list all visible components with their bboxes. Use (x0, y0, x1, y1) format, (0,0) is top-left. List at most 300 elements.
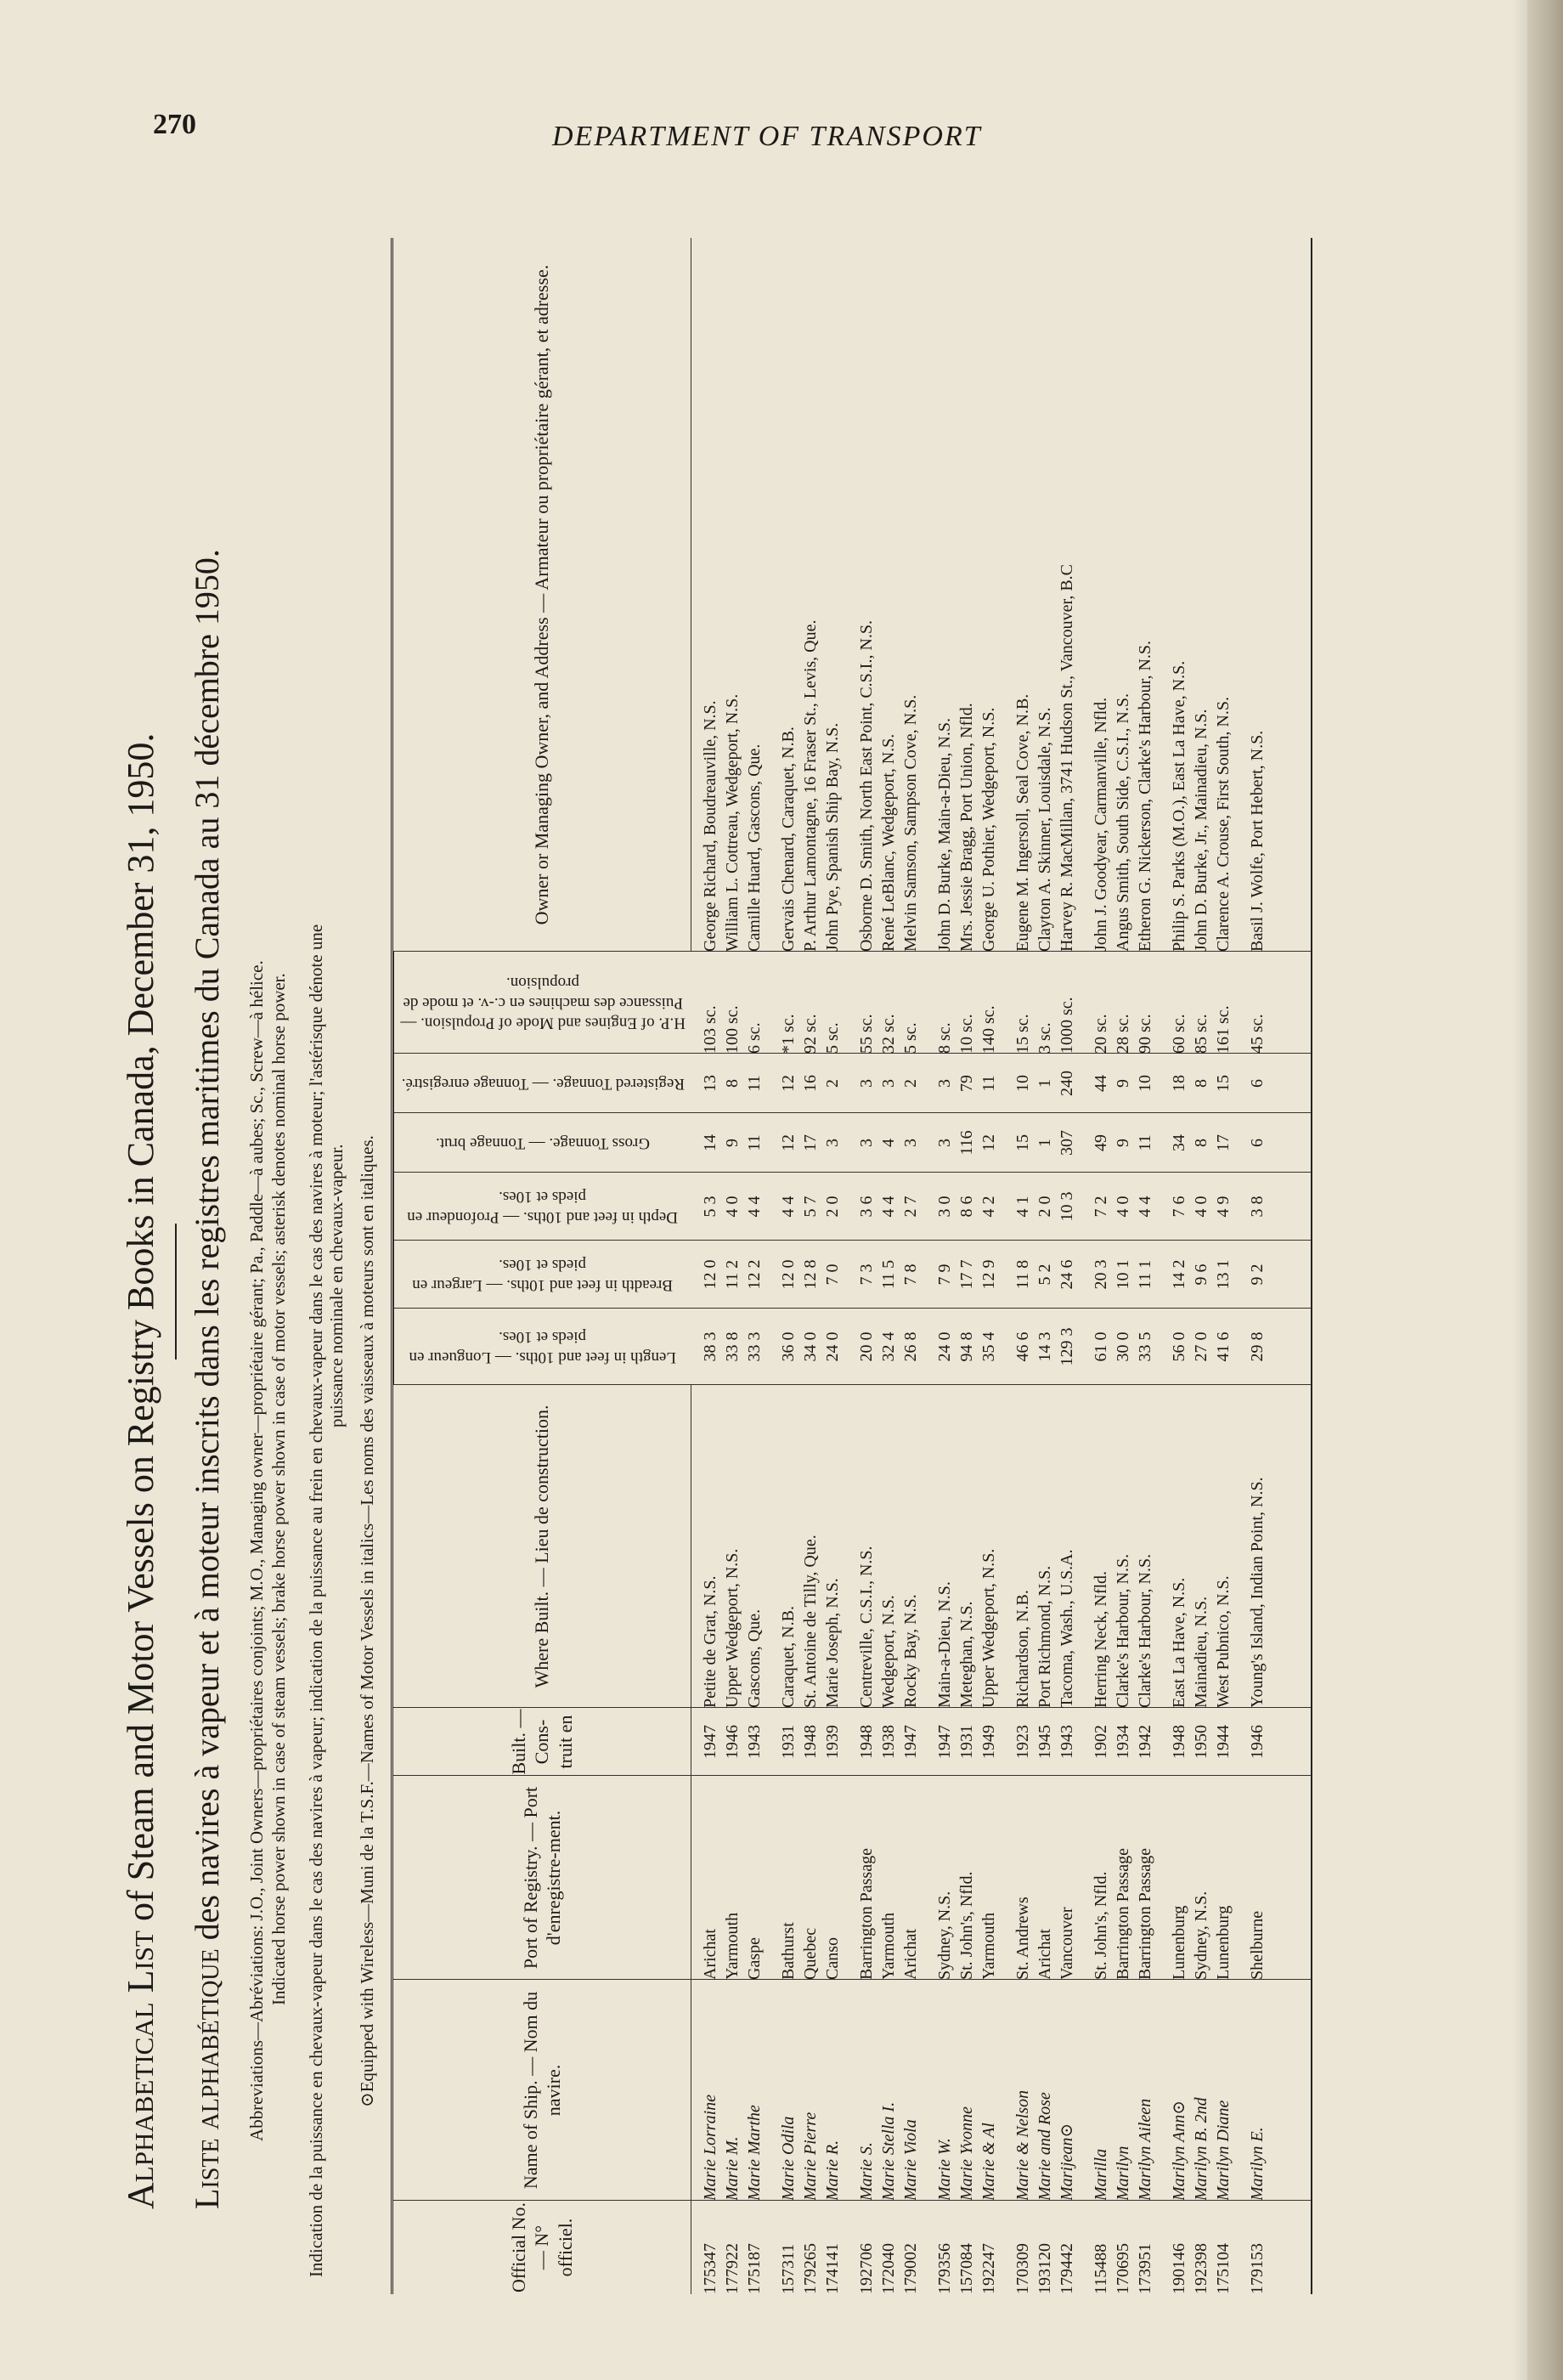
row-group (699, 1776, 765, 1980)
table-cell-reg: 79 (957, 1075, 976, 1092)
row-group (855, 1113, 922, 1173)
table-cell-dp: 8 6 (957, 1196, 976, 1218)
table-cell-owner: Camille Huard, Gascons, Que. (745, 743, 764, 952)
table-cell-where: Young's Island, Indian Point, N.S. (1248, 1477, 1267, 1708)
table-cell-br: 5 2 (1035, 1263, 1054, 1286)
table-cell-port: Barrington Passage (857, 1848, 876, 1980)
table-cell-name: Marie Yvonne (957, 2106, 976, 2201)
table-cell-where: West Pubnico, N.S. (1214, 1575, 1233, 1708)
table-cell-no: 175347 (701, 2243, 719, 2294)
table-cell-where: Herring Neck, Nfld. (1092, 1570, 1110, 1708)
table-cell-built: 1946 (1248, 1725, 1267, 1759)
table-cell-owner: John J. Goodyear, Carmanville, Nfld. (1092, 697, 1110, 952)
table-cell-owner: Angus Smith, South Side, C.S.I., N.S. (1114, 693, 1132, 952)
table-cell-gross: 49 (1092, 1134, 1110, 1151)
row-group (1090, 1980, 1156, 2201)
table-cell-reg: 16 (801, 1075, 820, 1092)
col-built (393, 1707, 1311, 1776)
table-cell-name: Marijean⊙ (1058, 2123, 1076, 2201)
table-cell-gross: 14 (701, 1134, 719, 1151)
table-cell-br: 10 1 (1114, 1259, 1132, 1290)
row-group (1090, 1241, 1156, 1309)
row-group (1246, 1980, 1268, 2201)
table-cell-len: 56 0 (1170, 1331, 1188, 1362)
row-group (699, 1980, 765, 2201)
table-cell-where: Tacoma, Wash., U.S.A. (1058, 1549, 1076, 1708)
title-divider (175, 1224, 177, 1360)
table-cell-no: 170309 (1013, 2243, 1032, 2294)
table-cell-built: 1948 (1170, 1725, 1188, 1759)
table-cell-where: Clarke's Harbour, N.S. (1136, 1553, 1154, 1708)
row-group (855, 1241, 922, 1309)
table-cell-gross: 34 (1170, 1134, 1188, 1151)
row-group (777, 1241, 844, 1309)
body-gross (699, 1113, 1280, 1173)
table-cell-dp: 10 3 (1058, 1191, 1076, 1222)
table-cell-name: Marie & Nelson (1013, 2090, 1032, 2201)
table-cell-br: 12 9 (979, 1259, 998, 1290)
header-gross: Gross Tonnage. — Tonnage brut. (393, 1113, 691, 1173)
table-cell-dp: 4 1 (1013, 1196, 1032, 1218)
row-group (1012, 1054, 1078, 1113)
abbreviations-line-1: Abbreviations—Abréviations: J.O., Joint Owners—propriétaires conjoints; M.O., Managing owner—propriétaire gérant; Pa., Paddle—à aubes; Sc., Screw—à hélice. (246, 960, 267, 2141)
table-cell-len: 33 8 (723, 1331, 742, 1362)
table-cell-owner: Mrs. Jessie Bragg, Port Union, Nfld. (957, 703, 976, 952)
header-built: Built. — Cons-truit en (393, 1708, 691, 1776)
row-group (1246, 1385, 1268, 1708)
table-cell-reg: 2 (901, 1079, 920, 1088)
table-cell-port: Yarmouth (723, 1912, 742, 1980)
table-cell-dp: 5 3 (701, 1196, 719, 1218)
table-cell-built: 1947 (901, 1725, 920, 1759)
row-group (1168, 1113, 1234, 1173)
table-cell-gross: 11 (745, 1134, 764, 1151)
body-name (699, 1980, 1280, 2201)
table-cell-port: Arichat (901, 1929, 920, 1980)
table-cell-br: 24 6 (1058, 1259, 1076, 1290)
table-cell-port: Shelburne (1248, 1910, 1267, 1980)
table-cell-br: 9 6 (1192, 1263, 1210, 1286)
table-cell-dp: 4 4 (745, 1196, 764, 1218)
row-group (934, 1309, 1000, 1385)
table-cell-hp: 8 sc. (935, 1022, 954, 1054)
abbreviations-line-5: ⊙Equipped with Wireless—Muni de la T.S.F.—Names of Motor Vessels in italics—Les noms des vaisseaux à moteurs sont en italiques. (357, 1135, 377, 2107)
table-cell-name: Marie Viola (901, 2119, 920, 2201)
row-group (855, 1385, 922, 1708)
english-title (119, 733, 162, 2209)
header-length: Length in feet and 10ths. — Longueur en pieds et 10es. (393, 1309, 691, 1385)
body-where-built (699, 1385, 1280, 1708)
row-group (699, 1708, 765, 1776)
table-cell-name: Marilyn E. (1248, 2127, 1267, 2201)
row-group (1090, 1309, 1156, 1385)
table-cell-reg: 11 (745, 1075, 764, 1092)
table-cell-gross: 12 (779, 1134, 798, 1151)
row-group (1168, 952, 1234, 1054)
table-cell-dp: 3 6 (857, 1196, 876, 1218)
table-cell-dp: 3 8 (1248, 1196, 1267, 1218)
table-cell-gross: 4 (879, 1139, 898, 1147)
table-cell-hp: 15 sc. (1013, 1014, 1032, 1054)
table-cell-no: 179356 (935, 2243, 954, 2294)
table-cell-name: Marie M. (723, 2136, 742, 2201)
table-cell-br: 11 1 (1136, 1259, 1154, 1290)
row-group (777, 2201, 844, 2294)
header-breadth: Breadth in feet and 10ths. — Largeur en pieds et 10es. (393, 1241, 691, 1309)
table-cell-gross: 12 (979, 1134, 998, 1151)
abbreviations-line-4: puissance nominale en chevaux-vapeur. (326, 1144, 347, 1427)
row-group (1090, 1054, 1156, 1113)
table-cell-name: Marilyn Aileen (1136, 2098, 1154, 2201)
table-cell-hp: 85 sc. (1192, 1014, 1210, 1054)
table-cell-hp: 10 sc. (957, 1014, 976, 1054)
row-group (699, 1241, 765, 1309)
table-cell-port: St. John's, Nfld. (1092, 1871, 1110, 1980)
header-hp: H.P. of Engines and Mode of Propulsion. — Puissance des machines en c.-v. et mode de propulsion. (393, 952, 691, 1054)
table-cell-hp: 140 sc. (979, 1005, 998, 1054)
table-cell-no: 190146 (1170, 2243, 1188, 2294)
row-group (1012, 1776, 1078, 1980)
table-cell-port: Barrington Passage (1136, 1848, 1154, 1980)
row-group (1246, 238, 1268, 952)
row-group (777, 1309, 844, 1385)
book-binding (1527, 0, 1563, 2380)
row-group (855, 952, 922, 1054)
table-cell-owner: Eugene M. Ingersoll, Seal Cove, N.B. (1013, 693, 1032, 952)
table-cell-br: 11 5 (879, 1259, 898, 1290)
table-cell-no: 192247 (979, 2243, 998, 2294)
table-cell-br: 13 1 (1214, 1259, 1233, 1290)
table-cell-gross: 6 (1248, 1139, 1267, 1147)
table-cell-br: 11 2 (723, 1259, 742, 1290)
table-cell-len: 26 8 (901, 1331, 920, 1362)
row-group (934, 1054, 1000, 1113)
row-group (934, 1708, 1000, 1776)
table-cell-gross: 15 (1013, 1134, 1032, 1151)
row-group (1090, 1708, 1156, 1776)
row-group (1168, 1776, 1234, 1980)
table-cell-reg: 18 (1170, 1075, 1188, 1092)
row-group (934, 1113, 1000, 1173)
table-cell-reg: 3 (857, 1079, 876, 1088)
table-cell-where: Rocky Bay, N.S. (901, 1594, 920, 1708)
table-cell-gross: 9 (723, 1139, 742, 1147)
table-cell-where: Centreville, C.S.I., N.S. (857, 1546, 876, 1708)
row-group (1246, 1113, 1268, 1173)
table-cell-hp: 92 sc. (801, 1014, 820, 1054)
table-cell-dp: 4 2 (979, 1196, 998, 1218)
table-cell-reg: 10 (1136, 1075, 1154, 1092)
abbreviations-line-3: Indication de la puissance en chevaux-vapeur dans le cas des navires à vapeur; indication de la puissance au frein en chevaux-vapeur dans le cas des navires à moteur; l'astérisque dénote une (306, 924, 326, 2277)
page-number: 270 (153, 109, 196, 140)
table-cell-no: 192706 (857, 2243, 876, 2294)
table-cell-built: 1902 (1092, 1725, 1110, 1759)
table-cell-reg: 12 (779, 1075, 798, 1092)
table-cell-no: 157084 (957, 2243, 976, 2294)
table-cell-where: Petite de Grat, N.S. (701, 1575, 719, 1708)
table-cell-dp: 4 4 (1136, 1196, 1154, 1218)
table-cell-dp: 4 4 (779, 1196, 798, 1218)
row-group (1090, 1113, 1156, 1173)
table-cell-port: Gaspe (745, 1937, 764, 1980)
table-cell-hp: 5 sc. (823, 1022, 842, 1054)
table-cell-no: 173951 (1136, 2243, 1154, 2294)
table-cell-where: East La Have, N.S. (1170, 1577, 1188, 1708)
table-cell-port: Bathurst (779, 1922, 798, 1980)
table-cell-len: 41 6 (1214, 1331, 1233, 1362)
table-cell-len: 32 4 (879, 1331, 898, 1362)
table-cell-len: 33 5 (1136, 1331, 1154, 1362)
col-hp (393, 951, 1311, 1054)
table-cell-name: Marilyn Ann⊙ (1170, 2100, 1188, 2201)
header-where-built: Where Built. — Lieu de construction. (393, 1385, 691, 1708)
table-cell-br: 7 8 (901, 1263, 920, 1286)
row-group (1012, 1980, 1078, 2201)
abbreviations-line-2: Indicated horse power shown in case of steam vessels; brake horse power shown in case of motor vessels; asterisk denotes nominal horse power. (268, 973, 289, 2005)
header-owner: Owner or Managing Owner, and Address — Armateur ou propriétaire gérant, et adresse. (393, 238, 691, 952)
col-registered (393, 1053, 1311, 1113)
table-cell-port: Barrington Passage (1114, 1848, 1132, 1980)
row-group (777, 1776, 844, 1980)
table-cell-dp: 5 7 (801, 1196, 820, 1218)
table-cell-port: Canso (823, 1937, 842, 1980)
table-cell-br: 20 3 (1092, 1259, 1110, 1290)
table-cell-owner: Basil J. Wolfe, Port Hebert, N.S. (1248, 730, 1267, 952)
table-cell-no: 174141 (823, 2243, 842, 2294)
table-cell-gross: 3 (857, 1139, 876, 1147)
row-group (1168, 1708, 1234, 1776)
table-cell-no: 193120 (1035, 2243, 1054, 2294)
table-cell-len: 33 3 (745, 1331, 764, 1362)
table-cell-port: Sydney, N.S. (935, 1891, 954, 1980)
table-cell-owner: P. Arthur Lamontagne, 16 Fraser St., Levis, Que. (801, 619, 820, 952)
col-name (393, 1979, 1311, 2201)
row-group (1168, 1173, 1234, 1241)
table-cell-built: 1947 (935, 1725, 954, 1759)
table-cell-reg: 44 (1092, 1075, 1110, 1092)
row-group (1168, 238, 1234, 952)
table-cell-gross: 3 (823, 1139, 842, 1147)
col-where-built (393, 1384, 1311, 1708)
row-group (1168, 1309, 1234, 1385)
table-cell-built: 1948 (857, 1725, 876, 1759)
row-group (699, 1113, 765, 1173)
french-title-rest: des navires à vapeur et à moteur inscrits dans les registres maritimes du Canada au 31 décembre 1950. (188, 549, 226, 1949)
table-cell-hp: 161 sc. (1214, 1005, 1233, 1054)
table-cell-built: 1947 (701, 1725, 719, 1759)
table-cell-port: Arichat (1035, 1929, 1054, 1980)
table-cell-built: 1949 (979, 1725, 998, 1759)
row-group (855, 238, 922, 952)
table-cell-where: Mainadieu, N.S. (1192, 1596, 1210, 1708)
row-group (1246, 1309, 1268, 1385)
table-cell-len: 29 8 (1248, 1331, 1267, 1362)
table-cell-owner: John D. Burke, Jr., Mainadieu, N.S. (1192, 709, 1210, 952)
table-cell-no: 175104 (1214, 2243, 1233, 2294)
header-port: Port of Registry. — Port d'enregistre-ment. (393, 1776, 691, 1980)
row-group (699, 952, 765, 1054)
table-cell-len: 61 0 (1092, 1331, 1110, 1362)
row-group (1012, 1309, 1078, 1385)
table-cell-owner: Melvin Samson, Sampson Cove, N.S. (901, 694, 920, 952)
rotated-table-region (102, 187, 1495, 2311)
table-cell-len: 46 6 (1013, 1331, 1032, 1362)
table-cell-where: Gascons, Que. (745, 1608, 764, 1708)
vessel-table (391, 238, 1312, 2294)
table-cell-port: St. Andrews (1013, 1897, 1032, 1980)
table-cell-reg: 3 (935, 1079, 954, 1088)
table-cell-hp: 3 sc. (1035, 1022, 1054, 1054)
table-cell-dp: 4 0 (723, 1196, 742, 1218)
row-group (1012, 2201, 1078, 2294)
table-cell-len: 14 3 (1035, 1331, 1054, 1362)
table-cell-name: Marie Marthe (745, 2105, 764, 2201)
row-group (699, 1173, 765, 1241)
table-cell-name: Marie Stella I. (879, 2101, 898, 2201)
table-cell-owner: Clarence A. Crouse, First South, N.S. (1214, 697, 1233, 952)
row-group (777, 1173, 844, 1241)
body-depth (699, 1173, 1280, 1241)
row-group (1012, 1708, 1078, 1776)
table-cell-hp: 45 sc. (1248, 1014, 1267, 1054)
table-cell-hp: 100 sc. (723, 1005, 742, 1054)
row-group (1012, 1241, 1078, 1309)
table-cell-hp: 5 sc. (901, 1022, 920, 1054)
table-cell-gross: 11 (1136, 1134, 1154, 1151)
row-group (1168, 1241, 1234, 1309)
col-port (393, 1775, 1311, 1980)
row-group (777, 1708, 844, 1776)
row-group (855, 2201, 922, 2294)
table-cell-reg: 15 (1214, 1075, 1233, 1092)
french-title (187, 549, 227, 2209)
table-cell-dp: 2 0 (823, 1196, 842, 1218)
table-cell-br: 7 3 (857, 1263, 876, 1286)
col-official-no (393, 2200, 1311, 2294)
row-group (934, 952, 1000, 1054)
table-cell-hp: 6 sc. (745, 1022, 764, 1054)
table-cell-where: Clarke's Harbour, N.S. (1114, 1553, 1132, 1708)
table-cell-len: 34 0 (801, 1331, 820, 1362)
row-group (1012, 952, 1078, 1054)
table-cell-where: Richardson, N.B. (1013, 1590, 1032, 1708)
table-cell-reg: 11 (979, 1075, 998, 1092)
row-group (1246, 2201, 1268, 2294)
table-cell-dp: 7 2 (1092, 1196, 1110, 1218)
table-cell-hp: 20 sc. (1092, 1014, 1110, 1054)
table-cell-len: 30 0 (1114, 1331, 1132, 1362)
row-group (777, 1054, 844, 1113)
table-cell-len: 27 0 (1192, 1331, 1210, 1362)
row-group (1246, 1776, 1268, 1980)
row-group (777, 1980, 844, 2201)
table-cell-where: St. Antoine de Tilly, Que. (801, 1535, 820, 1708)
table-cell-owner: George Richard, Boudreauville, N.S. (701, 700, 719, 952)
row-group (1090, 2201, 1156, 2294)
header-depth: Depth in feet and 10ths. — Profondeur en pieds et 10es. (393, 1173, 691, 1241)
row-group (1246, 1241, 1268, 1309)
header-official-no: Official No. — N° officiel. (393, 2201, 691, 2294)
english-title-caps: Alphabetical List (120, 1931, 161, 2209)
table-cell-no: 192398 (1192, 2243, 1210, 2294)
body-built (699, 1708, 1280, 1776)
table-cell-dp: 4 9 (1214, 1196, 1233, 1218)
row-group (1246, 952, 1268, 1054)
table-cell-br: 12 8 (801, 1259, 820, 1290)
table-cell-no: 175187 (745, 2243, 764, 2294)
table-cell-gross: 17 (801, 1134, 820, 1151)
row-group (934, 1980, 1000, 2201)
table-cell-hp: 90 sc. (1136, 1014, 1154, 1054)
col-gross (393, 1112, 1311, 1173)
table-cell-len: 94 8 (957, 1331, 976, 1362)
row-group (1090, 1173, 1156, 1241)
row-group (934, 1385, 1000, 1708)
table-cell-port: Yarmouth (879, 1912, 898, 1980)
table-cell-gross: 3 (935, 1139, 954, 1147)
table-cell-name: Marilyn Diane (1214, 2100, 1233, 2201)
table-cell-no: 179153 (1248, 2243, 1267, 2294)
table-cell-where: Upper Wedgeport, N.S. (979, 1548, 998, 1708)
table-cell-br: 12 0 (701, 1259, 719, 1290)
table-cell-name: Marie Pierre (801, 2111, 820, 2201)
french-title-caps: Liste alphabétique (188, 1948, 226, 2209)
table-cell-built: 1945 (1035, 1725, 1054, 1759)
table-cell-no: 170695 (1114, 2243, 1132, 2294)
table-cell-where: Port Richmond, N.S. (1035, 1565, 1054, 1708)
table-cell-name: Marie R. (823, 2140, 842, 2201)
table-cell-reg: 3 (879, 1079, 898, 1088)
body-owner (699, 238, 1280, 952)
col-breadth (393, 1240, 1311, 1309)
table-cell-len: 20 0 (857, 1331, 876, 1362)
table-cell-reg: 13 (701, 1075, 719, 1092)
row-group (855, 1309, 922, 1385)
page-header (153, 109, 1206, 160)
table-cell-port: Vancouver (1058, 1907, 1076, 1980)
row-group (1168, 1385, 1234, 1708)
table-cell-where: Upper Wedgeport, N.S. (723, 1548, 742, 1708)
table-cell-len: 24 0 (823, 1331, 842, 1362)
table-cell-br: 7 9 (935, 1263, 954, 1286)
table-cell-dp: 2 7 (901, 1196, 920, 1218)
row-group (1090, 1385, 1156, 1708)
col-owner (393, 238, 1311, 952)
row-group (1168, 2201, 1234, 2294)
table-cell-owner: Philip S. Parks (M.O.), East La Have, N.S. (1170, 660, 1188, 952)
table-cell-len: 36 0 (779, 1331, 798, 1362)
row-group (699, 238, 765, 952)
row-group (1168, 1980, 1234, 2201)
table-cell-port: Sydney, N.S. (1192, 1891, 1210, 1980)
table-cell-no: 177922 (723, 2243, 742, 2294)
row-group (934, 2201, 1000, 2294)
table-cell-name: Marilyn (1114, 2145, 1132, 2201)
row-group (934, 1241, 1000, 1309)
table-cell-reg: 8 (1192, 1079, 1210, 1088)
table-cell-name: Marie S. (857, 2142, 876, 2201)
english-title-rest: of Steam and Motor Vessels on Registry Books in Canada, December 31, 1950. (120, 732, 161, 1931)
header-registered: Registered Tonnage. — Tonnage enregistré. (393, 1054, 691, 1113)
row-group (855, 1980, 922, 2201)
table-cell-built: 1946 (723, 1725, 742, 1759)
table-cell-port: Arichat (701, 1929, 719, 1980)
table-cell-port: Lunenburg (1170, 1905, 1188, 1980)
row-group (699, 1054, 765, 1113)
col-length (393, 1308, 1311, 1385)
table-cell-dp: 7 6 (1170, 1196, 1188, 1218)
body-official-no (699, 2201, 1280, 2294)
